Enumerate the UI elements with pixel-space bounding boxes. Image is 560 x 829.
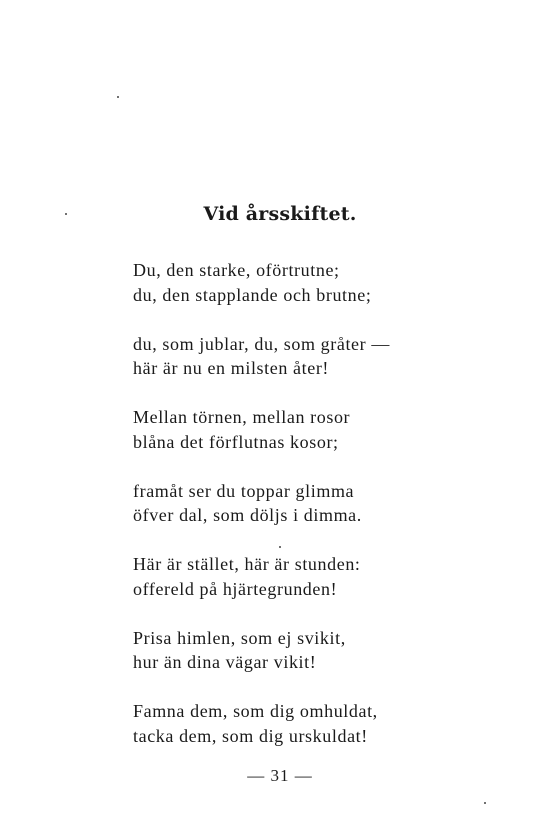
poem-line: hur än dina vägar vikit! <box>133 652 317 672</box>
stanza <box>133 626 390 675</box>
poem-body <box>133 258 390 748</box>
poem-line: Famna dem, som dig omhuldat, <box>133 701 378 721</box>
poem-line: blåna det förflutnas kosor; <box>133 431 339 452</box>
scan-speck <box>65 213 67 215</box>
poem-line: Mellan törnen, mellan rosor <box>133 407 351 427</box>
stanza <box>133 258 390 307</box>
poem-line: du, som jublar, du, som gråter — <box>133 333 390 354</box>
poem-line: Här är stället, här är stunden: <box>133 554 361 574</box>
stanza <box>133 405 390 454</box>
poem-line: tacka dem, som dig urskuldat! <box>133 725 368 746</box>
poem-line: framåt ser du toppar glimma <box>133 480 355 501</box>
poem-title: Vid årsskiftet. <box>203 203 357 225</box>
scan-speck <box>484 802 486 804</box>
poem-line: offereld på hjärtegrunden! <box>133 578 338 599</box>
poem-line: här är nu en milsten åter! <box>133 358 330 378</box>
poem-line: du, den stapplande och brutne; <box>133 284 372 305</box>
page-number: — 31 — <box>247 766 313 785</box>
stanza <box>133 332 390 381</box>
scan-speck <box>117 96 119 98</box>
poem-line: öfver dal, som döljs i dimma. <box>133 505 362 525</box>
scan-speck <box>279 546 281 548</box>
poem-line: Du, den starke, oförtrutne; <box>133 260 340 280</box>
stanza <box>133 699 390 748</box>
poem-line: Prisa himlen, som ej svikit, <box>133 627 346 648</box>
stanza <box>133 479 390 528</box>
stanza <box>133 552 390 601</box>
